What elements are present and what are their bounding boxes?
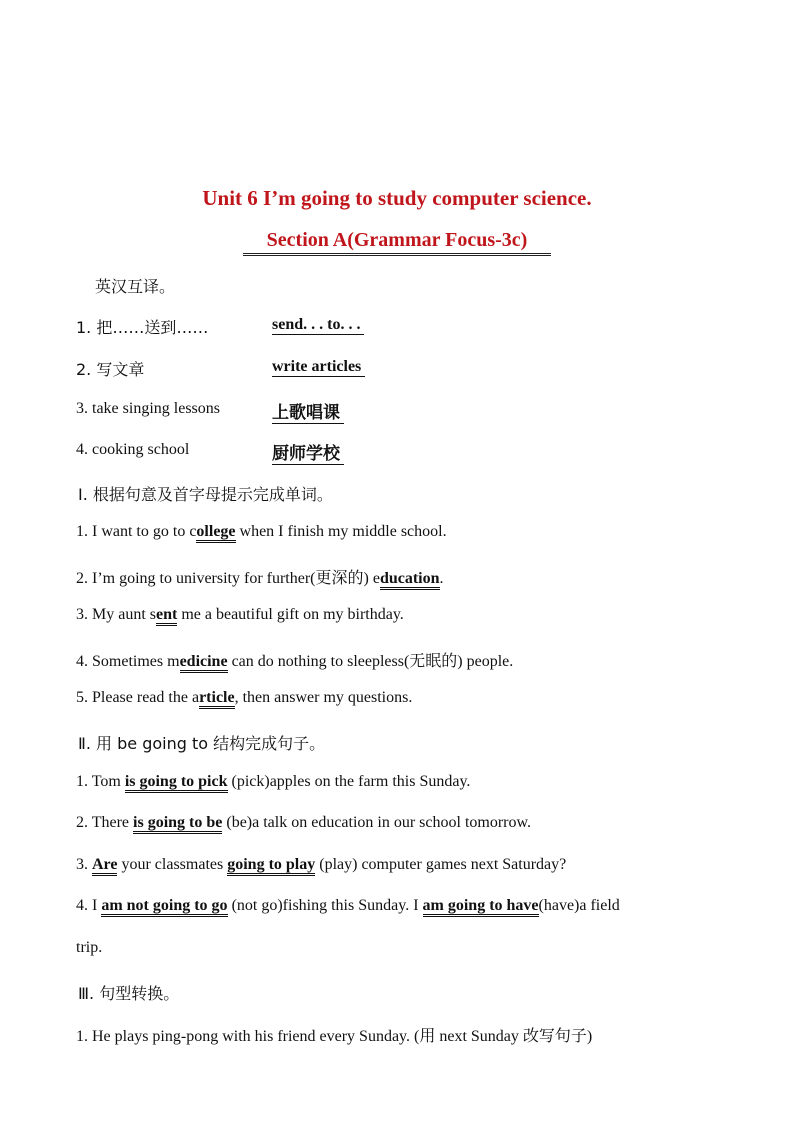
subtitle-text: Section A(Grammar Focus-3c) — [243, 229, 552, 256]
item-text: 1. Tom — [76, 773, 125, 790]
vocab-answer: 上歌唱课 — [272, 398, 344, 424]
exercise-item — [76, 565, 444, 588]
exercise-item — [76, 814, 531, 832]
vocab-answer: send. . . to. . . — [272, 316, 364, 335]
exercise-item — [76, 606, 404, 624]
item-text: (have)a field — [538, 897, 620, 914]
item-text: 4. Sometimes m — [76, 653, 180, 670]
vocab-answer: write articles — [272, 358, 365, 377]
answer: going to play — [227, 856, 315, 876]
exercise-item — [76, 897, 620, 915]
item-continuation: trip. — [76, 939, 103, 956]
answer: is going to pick — [125, 773, 228, 793]
item-text: (play) computer games next Saturday? — [315, 856, 567, 873]
item-text: 4. I — [76, 897, 102, 914]
exercise-item — [76, 773, 470, 791]
answer: ollege — [196, 523, 235, 543]
answer: ent — [156, 606, 177, 626]
answer: is going to be — [133, 814, 222, 834]
intro-text: 英汉互译。 — [95, 277, 176, 296]
answer: edicine — [180, 653, 228, 673]
item-text: when I finish my middle school. — [235, 523, 447, 540]
answer: am not going to go — [101, 897, 227, 917]
item-text: (be)a talk on education in our school tomorrow. — [222, 814, 532, 831]
item-text: (pick)apples on the farm this Sunday. — [227, 773, 471, 790]
section-heading: Ⅰ. 根据句意及首字母提示完成单词。 — [78, 485, 333, 504]
item-text: me a beautiful gift on my birthday. — [177, 606, 404, 623]
page-subtitle — [0, 229, 794, 252]
vocab-question: 2. 写文章 — [76, 360, 145, 379]
section-heading: Ⅱ. 用 be going to 结构完成句子。 — [78, 734, 326, 753]
exercise-item: 1. He plays ping-pong with his friend every Sunday. (用 next Sunday 改写句子) — [76, 1028, 593, 1045]
answer: am going to have — [423, 897, 539, 917]
answer: rticle — [199, 689, 235, 709]
item-text: 3. — [76, 856, 92, 873]
vocab-question: 3. take singing lessons — [76, 400, 220, 417]
vocab-answer: 厨师学校 — [272, 439, 344, 465]
exercise-item — [76, 689, 412, 707]
exercise-item — [76, 856, 566, 874]
page-title: Unit 6 I’m going to study computer science. — [202, 186, 592, 210]
answer: Are — [92, 856, 117, 876]
item-text: 2. I’m going to university for further(更深的) e — [76, 570, 380, 587]
answer: ducation — [380, 570, 440, 590]
item-text: . — [439, 570, 444, 587]
item-text: 2. There — [76, 814, 134, 831]
vocab-question: 1. 把……送到…… — [76, 318, 209, 337]
vocab-question: 4. cooking school — [76, 441, 190, 458]
item-text: , then answer my questions. — [234, 689, 413, 706]
item-text: can do nothing to sleepless(无眠的) people. — [227, 653, 514, 670]
item-text: 3. My aunt s — [76, 606, 156, 623]
exercise-item — [76, 648, 513, 671]
item-text: (not go)fishing this Sunday. I — [227, 897, 423, 914]
item-text: 1. I want to go to c — [76, 523, 197, 540]
item-text: your classmates — [117, 856, 228, 873]
exercise-item — [76, 523, 447, 541]
item-text: 5. Please read the a — [76, 689, 200, 706]
section-heading: Ⅲ. 句型转换。 — [78, 984, 180, 1003]
